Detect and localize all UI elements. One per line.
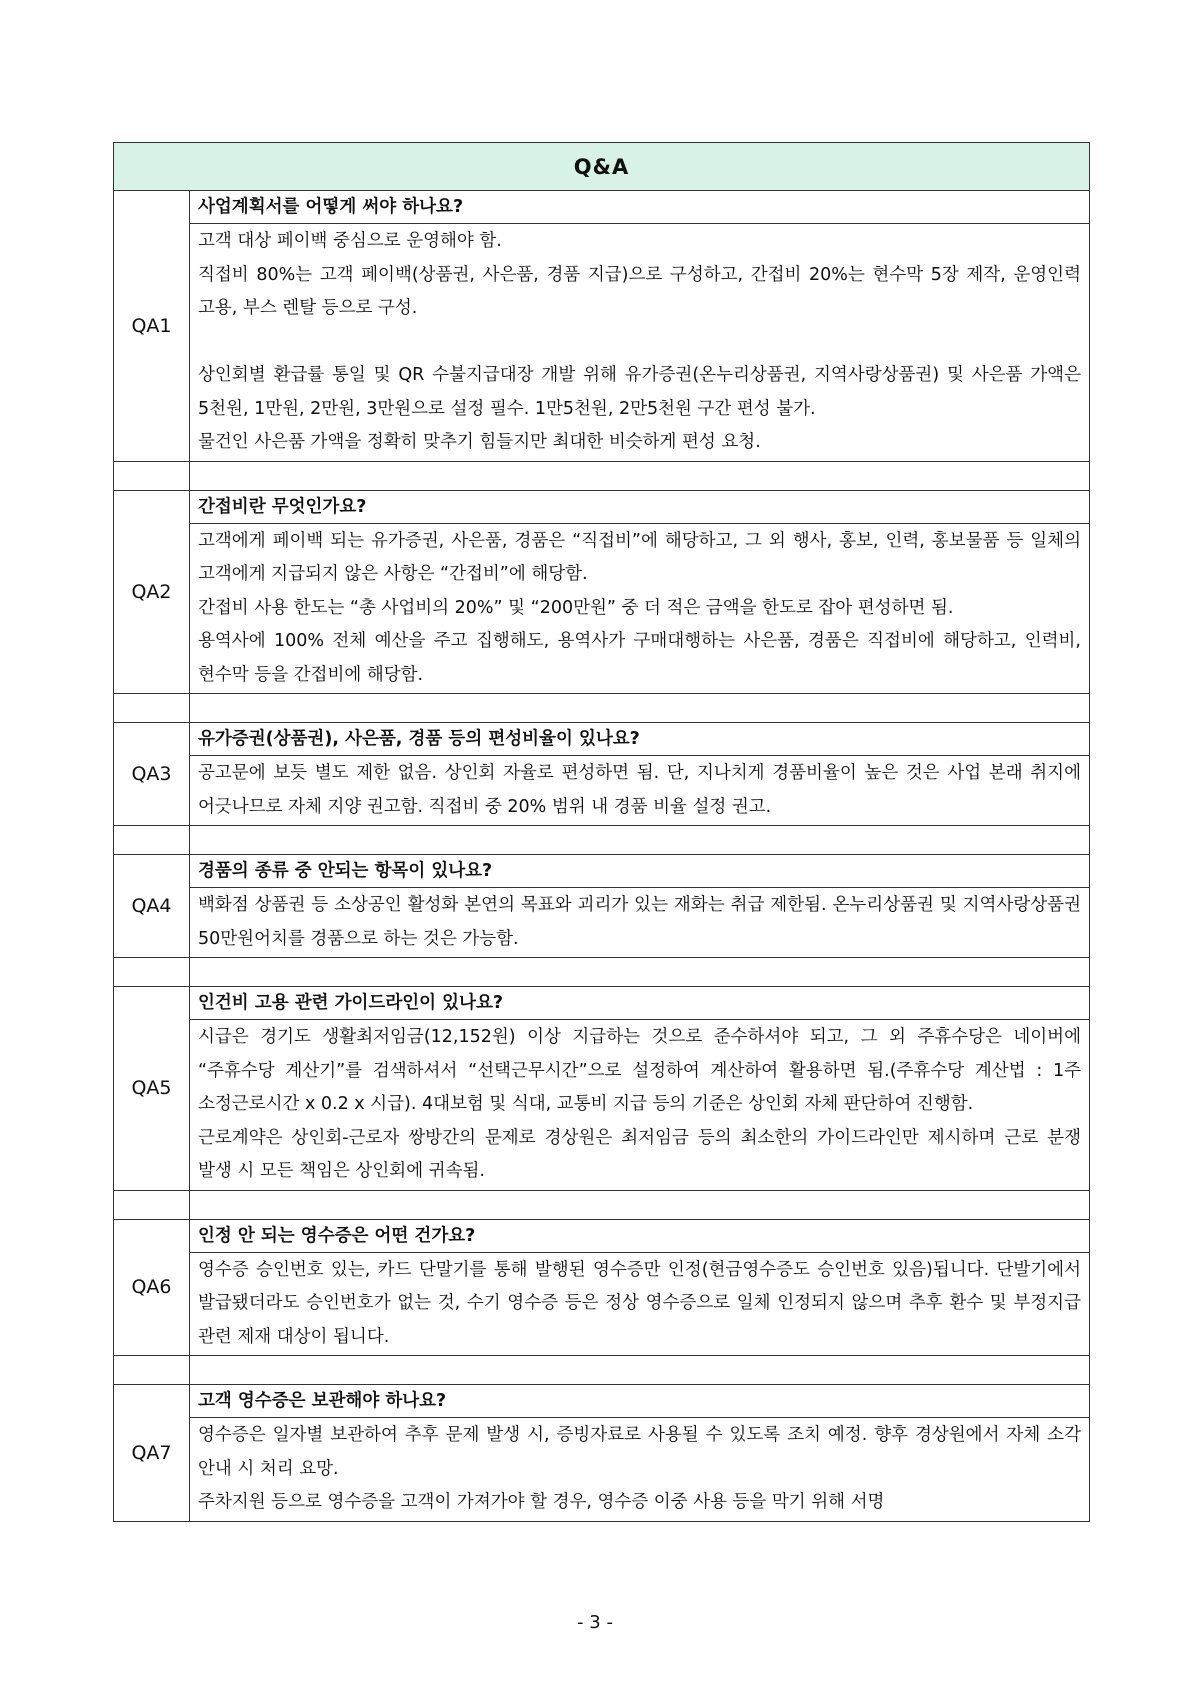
qa-question: 고객 영수증은 보관해야 하나요? [190,1385,1090,1418]
spacer-cell [114,958,190,987]
qa-answer-paragraph: 주차지원 등으로 영수증을 고객이 가져가야 할 경우, 영수증 이중 사용 등을 막기 위해 서명 [198,1492,885,1512]
qa-label: QA6 [114,1219,190,1356]
spacer-cell [190,1190,1090,1219]
qa-table [113,142,1090,1522]
qa-answer-paragraph [198,326,1081,360]
qa-label: QA3 [114,723,190,826]
qa-answer-row [114,523,1090,694]
qa-table-body [114,143,1090,1522]
qa-answer-paragraph: 시급은 경기도 생활최저임금(12,152원) 이상 지급하는 것으로 준수하셔야 되고, 그 외 주휴수당은 네이버에 “주휴수당 계산기”를 검색하셔서 “선택근무시간”으로 설정하여 계산하여 활용하면 됨.(주휴수당 계산법 : 1주 소정근로시간 x 0.2 x 시급). 4대보험 및 식대, 교통비 지급 등의 기준은 상인회 자체 판단하여 진행함. [198,1027,1081,1114]
spacer-cell [190,826,1090,855]
table-header: Q&A [114,143,1090,191]
qa-answer-paragraph: 용역사에 100% 전체 예산을 주고 집행해도, 용역사가 구매대행하는 사은품, 경품은 직접비에 해당하고, 인력비, 현수막 등을 간접비에 해당함. [198,631,1081,685]
qa-question: 사업계획서를 어떻게 써야 하나요? [190,191,1090,224]
qa-answer-paragraph: 직접비 80%는 고객 페이백(상품권, 사은품, 경품 지급)으로 구성하고, 간접비 20%는 현수막 5장 제작, 운영인력 고용, 부스 렌탈 등으로 구성. [198,264,1081,318]
qa-answer [190,756,1090,826]
qa-label: QA1 [114,191,190,462]
spacer-cell [114,694,190,723]
spacer-cell [114,1190,190,1219]
qa-question: 간접비란 무엇인가요? [190,490,1090,523]
spacer-cell [114,826,190,855]
qa-question-row [114,723,1090,756]
qa-answer-paragraph: 영수증 승인번호 있는, 카드 단말기를 통해 발행된 영수증만 인정(현금영수증도 승인번호 있음)됩니다. 단발기에서 발급됐더라도 승인번호가 없는 것, 수기 영수증 등은 정상 영수증으로 일체 인정되지 않으며 추후 환수 및 부정지급 관련 제재 대상이 됩니다. [198,1259,1081,1347]
qa-question-row [114,490,1090,523]
qa-answer-row [114,1020,1090,1191]
qa-answer-row [114,756,1090,826]
spacer-row [114,826,1090,855]
qa-answer [190,1252,1090,1356]
qa-label: QA2 [114,490,190,694]
header-row [114,143,1090,191]
qa-answer-paragraph: 영수증은 일자별 보관하여 추후 문제 발생 시, 증빙자료로 사용될 수 있도록 조치 예정. 향후 경상원에서 자체 소각 안내 시 처리 요망. [198,1425,1081,1479]
qa-answer [190,523,1090,694]
spacer-row [114,1356,1090,1385]
qa-answer-paragraph: 간접비 사용 한도는 “총 사업비의 20%” 및 “200만원” 중 더 적은 금액을 한도로 잡아 편성하면 됨. [198,597,954,618]
qa-answer-paragraph: 근로계약은 상인회-근로자 쌍방간의 문제로 경상원은 최저임금 등의 최소한의 가이드라인만 제시하며 근로 분쟁 발생 시 모든 책임은 상인회에 귀속됨. [198,1127,1081,1181]
spacer-cell [190,1356,1090,1385]
qa-label: QA5 [114,987,190,1191]
qa-question-row [114,191,1090,224]
spacer-cell [190,694,1090,723]
qa-question-row [114,1385,1090,1418]
qa-answer [190,1418,1090,1522]
qa-question: 유가증권(상품권), 사은품, 경품 등의 편성비율이 있나요? [190,723,1090,756]
qa-answer-paragraph: 물건인 사은품 가액을 정확히 맞추기 힘들지만 최대한 비슷하게 편성 요청. [198,432,761,452]
spacer-cell [114,1356,190,1385]
qa-answer-paragraph: 백화점 상품권 등 소상공인 활성화 본연의 목표와 괴리가 있는 재화는 취급 제한됨. 온누리상품권 및 지역사랑상품권 50만원어치를 경품으로 하는 것은 가능함. [198,895,1081,949]
spacer-row [114,1190,1090,1219]
qa-label: QA7 [114,1385,190,1522]
spacer-cell [114,461,190,490]
qa-answer-row [114,224,1090,462]
qa-answer [190,1020,1090,1191]
spacer-row [114,958,1090,987]
qa-question-row [114,987,1090,1020]
qa-question: 경품의 종류 중 안되는 항목이 있나요? [190,855,1090,888]
qa-label: QA4 [114,855,190,958]
spacer-cell [190,461,1090,490]
spacer-cell [190,958,1090,987]
qa-answer-row [114,1252,1090,1356]
page-number: - 3 - [577,1612,613,1633]
qa-answer-row [114,1418,1090,1522]
qa-question: 인건비 고용 관련 가이드라인이 있나요? [190,987,1090,1020]
qa-answer [190,224,1090,462]
spacer-row [114,461,1090,490]
qa-question: 인정 안 되는 영수증은 어떤 건가요? [190,1219,1090,1252]
qa-answer-paragraph: 고객에게 페이백 되는 유가증권, 사은품, 경품은 “직접비”에 해당하고, 그 외 행사, 홍보, 인력, 홍보물품 등 일체의 고객에게 지급되지 않은 사항은 “간접비”에 해당함. [198,530,1081,584]
qa-question-row [114,1219,1090,1252]
qa-answer-row [114,888,1090,958]
qa-answer-paragraph: 고객 대상 페이백 중심으로 운영해야 함. [198,231,502,251]
spacer-row [114,694,1090,723]
qa-answer-paragraph: 공고문에 보듯 별도 제한 없음. 상인회 자율로 편성하면 됨. 단, 지나치게 경품비율이 높은 것은 사업 본래 취지에 어긋나므로 자체 지양 권고함. 직접비 중 20% 범위 내 경품 비율 설정 권고. [198,763,1081,817]
qa-answer [190,888,1090,958]
qa-answer-paragraph: 상인회별 환급률 통일 및 QR 수불지급대장 개발 위해 유가증권(온누리상품권, 지역사랑상품권) 및 사은품 가액은 5천원, 1만원, 2만원, 3만원으로 설정 필수. 1만5천원, 2만5천원 구간 편성 불가. [198,365,1081,419]
qa-question-row [114,855,1090,888]
